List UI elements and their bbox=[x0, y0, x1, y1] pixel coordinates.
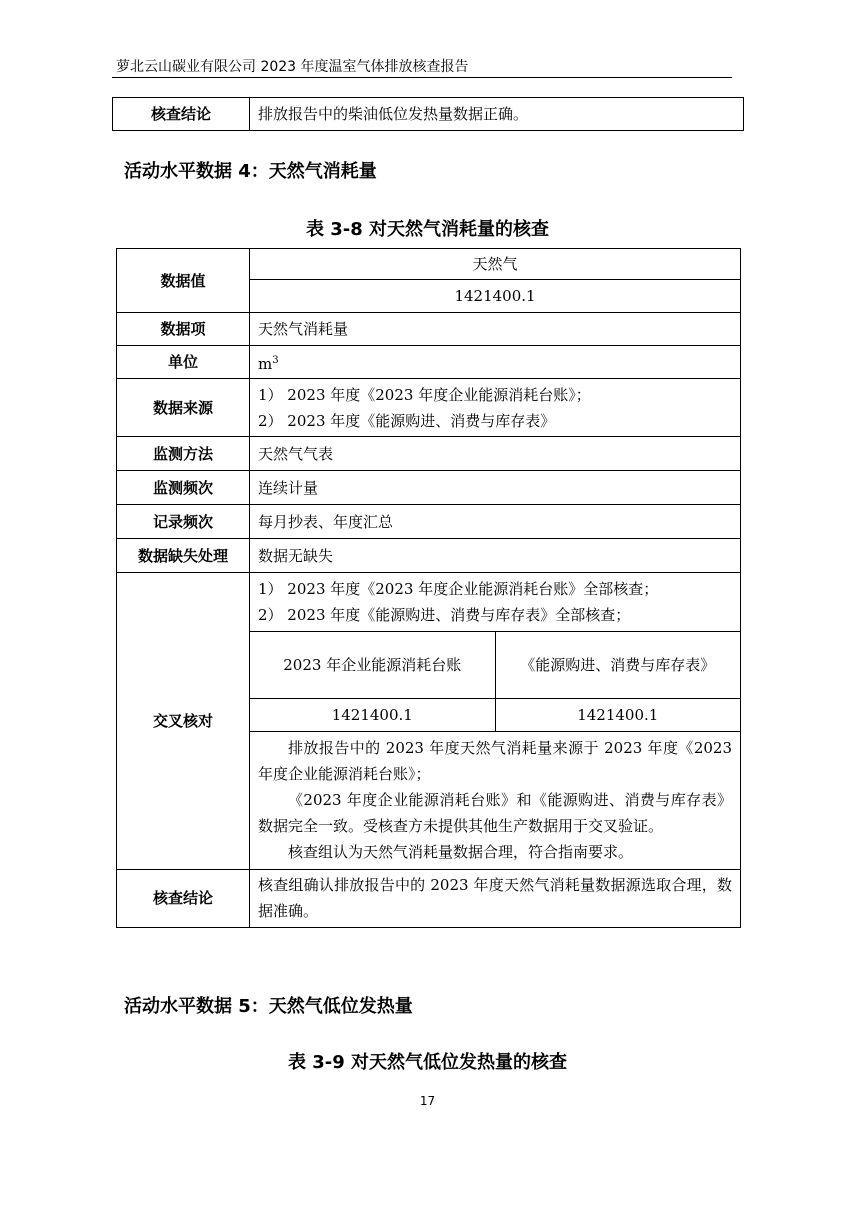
unit-value bbox=[250, 346, 741, 379]
page-number: 17 bbox=[419, 1094, 436, 1108]
item-label: 数据项 bbox=[117, 313, 250, 346]
item-value: 天然气消耗量 bbox=[250, 313, 741, 346]
table-caption-3-8: 表 3-8 对天然气消耗量的核查 bbox=[305, 219, 550, 240]
source-label: 数据来源 bbox=[117, 379, 250, 437]
conclusion-value-3-8: 核查组确认排放报告中的 2023 年度天然气消耗量数据源选取合理，数据准确。 bbox=[250, 869, 741, 927]
frequency-label: 监测频次 bbox=[117, 471, 250, 505]
conclusion-value: 排放报告中的柴油低位发热量数据正确。 bbox=[250, 98, 744, 131]
cross-check-lines bbox=[250, 573, 740, 632]
table-3-8 bbox=[116, 248, 741, 928]
cross-col1-value: 1421400.1 bbox=[250, 698, 495, 731]
source-value bbox=[250, 379, 741, 437]
page-header: 萝北云山碳业有限公司 2023 年度温室气体排放核查报告 bbox=[116, 59, 469, 75]
missing-value: 数据无缺失 bbox=[250, 539, 741, 573]
data-value-number: 1421400.1 bbox=[250, 280, 741, 313]
table-caption-3-9: 表 3-9 对天然气低位发热量的核查 bbox=[287, 1052, 568, 1073]
section-heading-4: 活动水平数据 4：天然气消耗量 bbox=[124, 161, 377, 182]
unit-base: m bbox=[258, 354, 273, 373]
record-value: 每月抄表、年度汇总 bbox=[250, 505, 741, 539]
cross-check-line-1: 1） 2023 年度《2023 年度企业能源消耗台账》全部核查； bbox=[258, 580, 659, 598]
cross-check-para-2: 《2023 年度企业能源消耗台账》和《能源购进、消费与库存表》数据完全一致。受核查方未提供其他生产数据用于交叉验证。 bbox=[258, 790, 732, 835]
missing-label: 数据缺失处理 bbox=[117, 539, 250, 573]
cross-col2-header: 《能源购进、消费与库存表》 bbox=[495, 632, 740, 698]
unit-superscript: 3 bbox=[272, 354, 279, 366]
section-heading-5: 活动水平数据 5：天然气低位发热量 bbox=[124, 996, 413, 1017]
source-line-1: 1） 2023 年度《2023 年度企业能源消耗台账》； bbox=[258, 385, 591, 404]
cross-check-para-1: 排放报告中的 2023 年度天然气消耗量来源于 2023 年度《2023 年度企业能源消耗台账》； bbox=[258, 738, 732, 783]
method-label: 监测方法 bbox=[117, 437, 250, 471]
cross-col2-value: 1421400.1 bbox=[495, 698, 740, 731]
frequency-value: 连续计量 bbox=[250, 471, 741, 505]
header-divider bbox=[112, 77, 732, 78]
cross-check-label: 交叉核对 bbox=[117, 573, 250, 870]
cross-check-comparison bbox=[250, 632, 740, 732]
method-value: 天然气气表 bbox=[250, 437, 741, 471]
data-value-name: 天然气 bbox=[250, 249, 741, 280]
cross-col1-header: 2023 年企业能源消耗台账 bbox=[250, 632, 495, 698]
cross-check-cell bbox=[250, 573, 741, 870]
unit-label: 单位 bbox=[117, 346, 250, 379]
source-line-2: 2） 2023 年度《能源购进、消费与库存表》 bbox=[258, 411, 556, 430]
conclusion-label: 核查结论 bbox=[113, 98, 250, 131]
cross-check-paragraphs bbox=[250, 732, 740, 869]
cross-check-line-2: 2） 2023 年度《能源购进、消费与库存表》全部核查； bbox=[258, 606, 631, 624]
cross-check-para-3: 核查组认为天然气消耗量数据合理，符合指南要求。 bbox=[288, 842, 634, 861]
record-label: 记录频次 bbox=[117, 505, 250, 539]
conclusion-label-3-8: 核查结论 bbox=[117, 869, 250, 927]
previous-table-conclusion bbox=[112, 97, 744, 131]
data-value-label: 数据值 bbox=[117, 249, 250, 313]
